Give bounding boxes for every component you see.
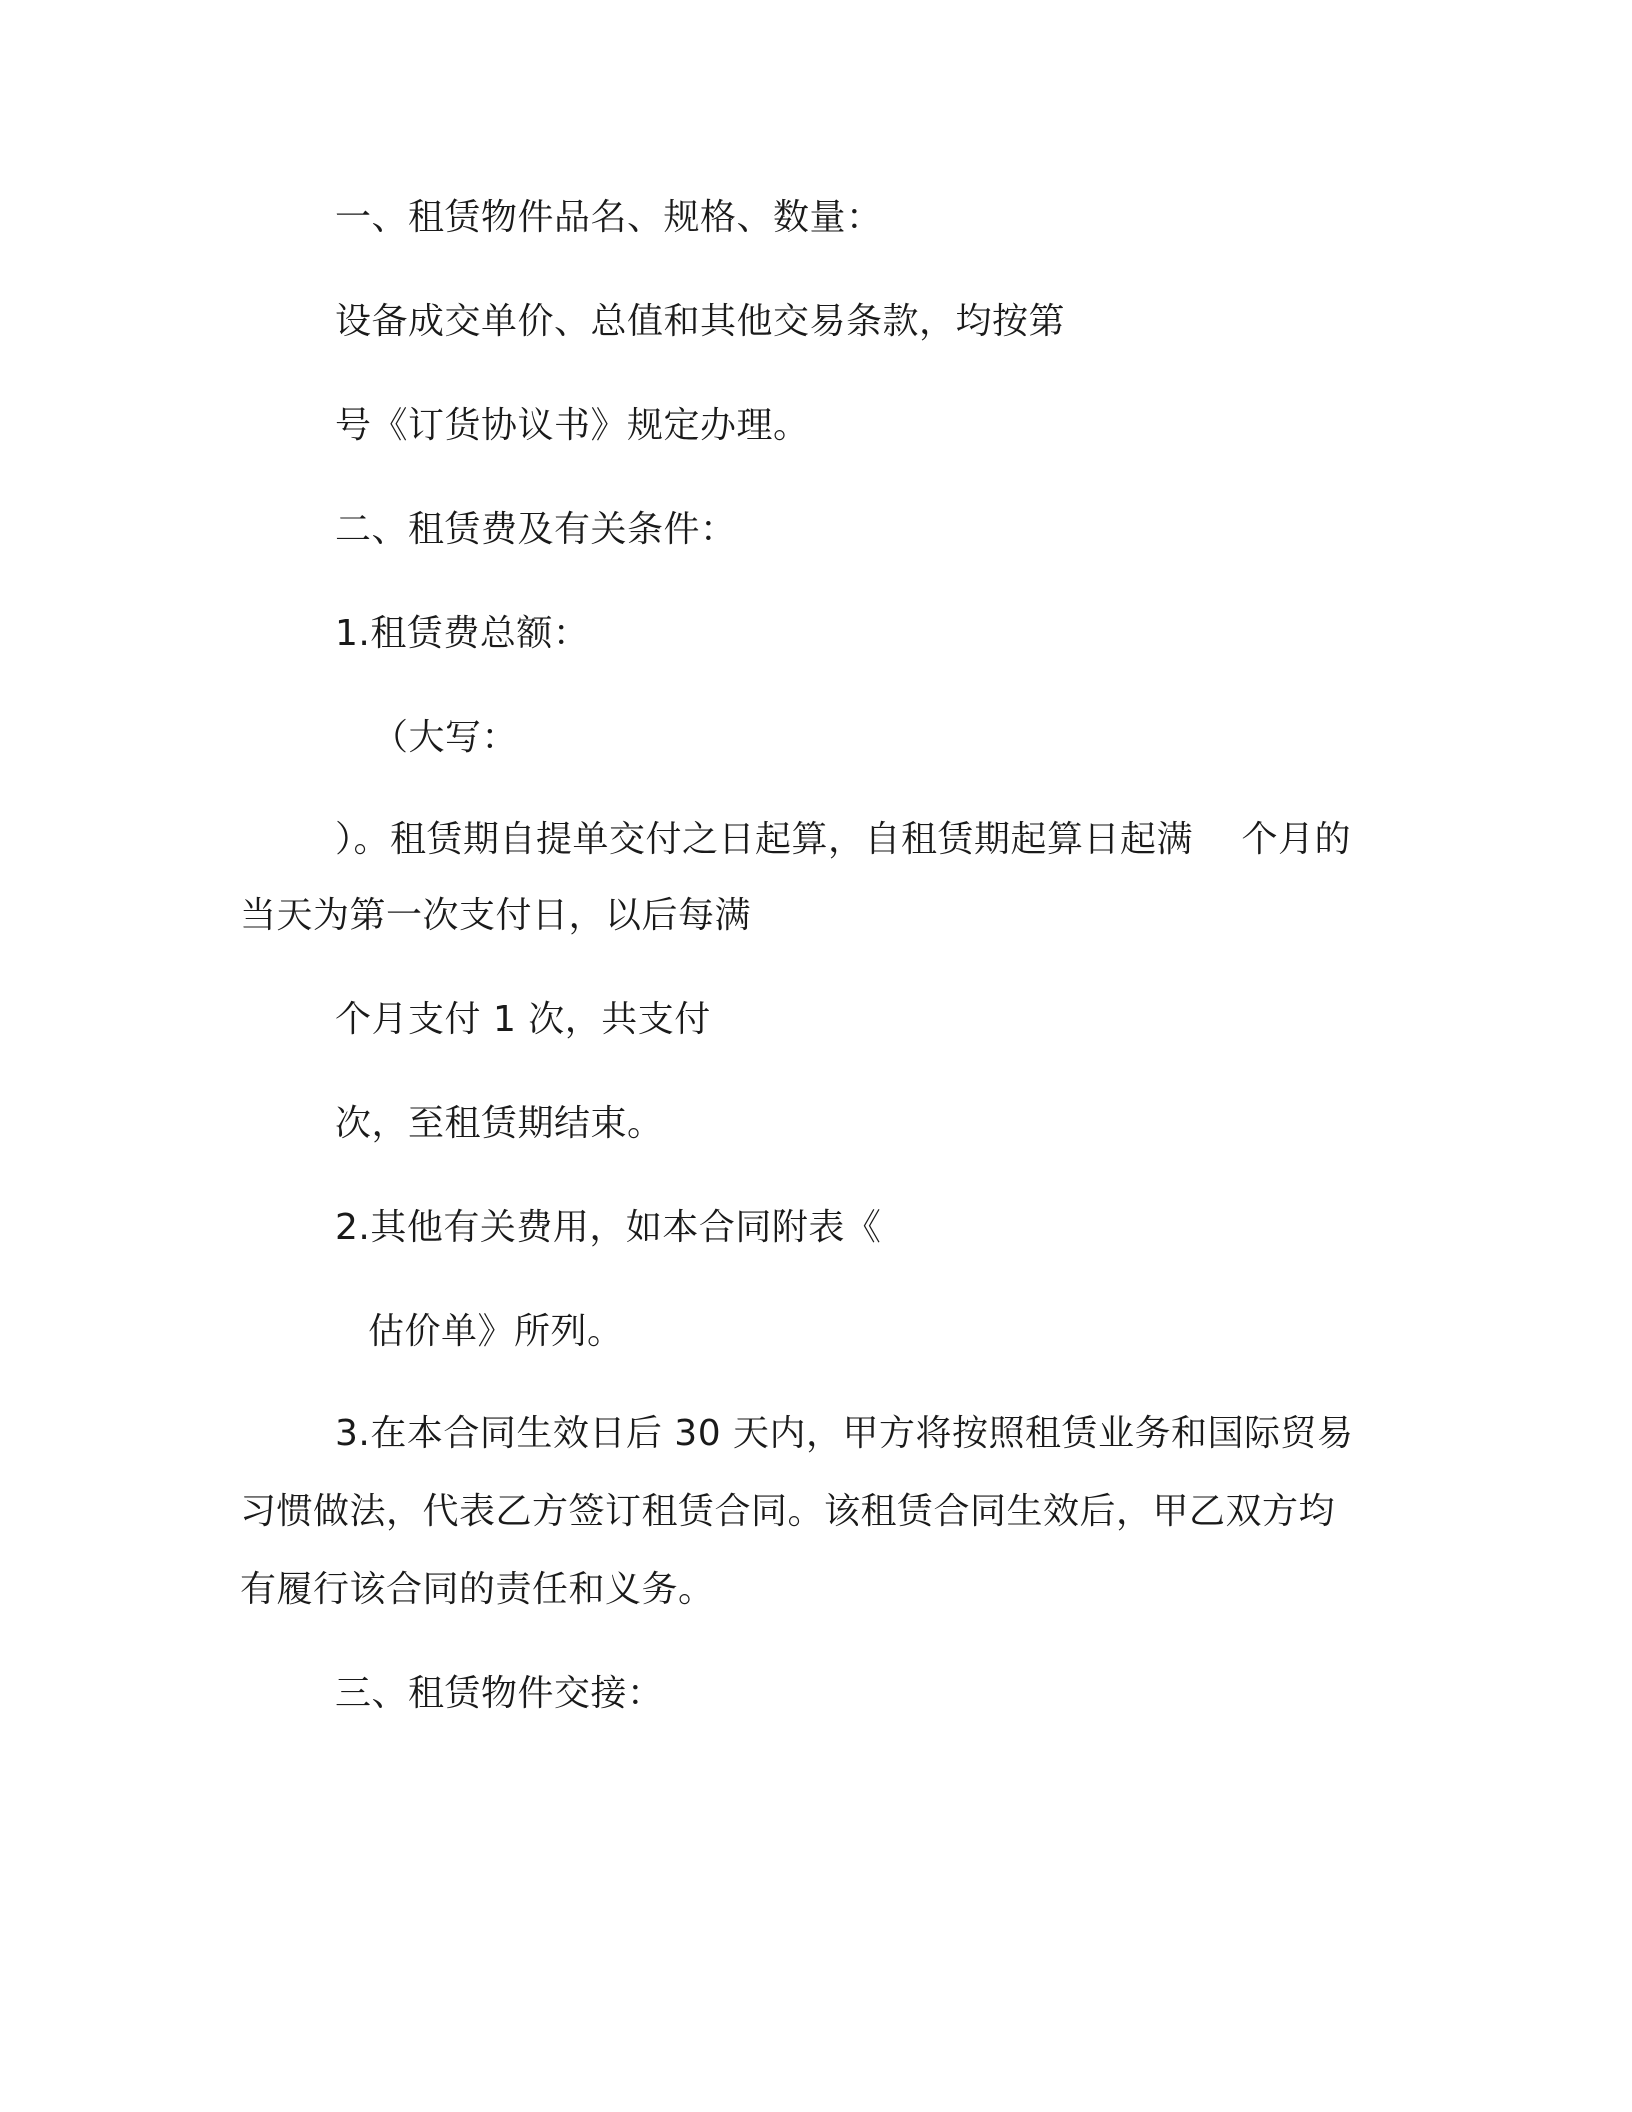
paragraph-line: 习惯做法，代表乙方签订租赁合同。该租赁合同生效后，甲乙双方均 [240,1491,1336,1532]
clause-2-heading: 2.其他有关费用，如本合同附表《 [335,1207,882,1248]
paragraph-line: 号《订货协议书》规定办理。 [335,405,810,446]
paragraph-line: 当天为第一次支付日，以后每满 [240,895,752,936]
paragraph-line: 个月支付 1 次，共支付 [335,999,711,1040]
paragraph-line: 次，至租赁期结束。 [335,1103,664,1144]
paragraph-line: 估价单》所列。 [368,1311,624,1352]
paragraph-line: ）。租赁期自提单交付之日起算，自租赁期起算日起满 个月的 [335,819,1351,860]
clause-3-heading: 3.在本合同生效日后 30 天内，甲方将按照租赁业务和国际贸易 [335,1413,1354,1454]
section-2-heading: 二、租赁费及有关条件： [335,509,737,550]
paragraph-line: 有履行该合同的责任和义务。 [240,1569,715,1610]
section-1-heading: 一、租赁物件品名、规格、数量： [335,197,883,238]
section-3-heading: 三、租赁物件交接： [335,1673,664,1714]
paragraph-line: 设备成交单价、总值和其他交易条款，均按第 [335,301,1066,342]
clause-1-heading: 1.租赁费总额： [335,613,590,654]
paragraph-line: （大写： [372,717,519,758]
